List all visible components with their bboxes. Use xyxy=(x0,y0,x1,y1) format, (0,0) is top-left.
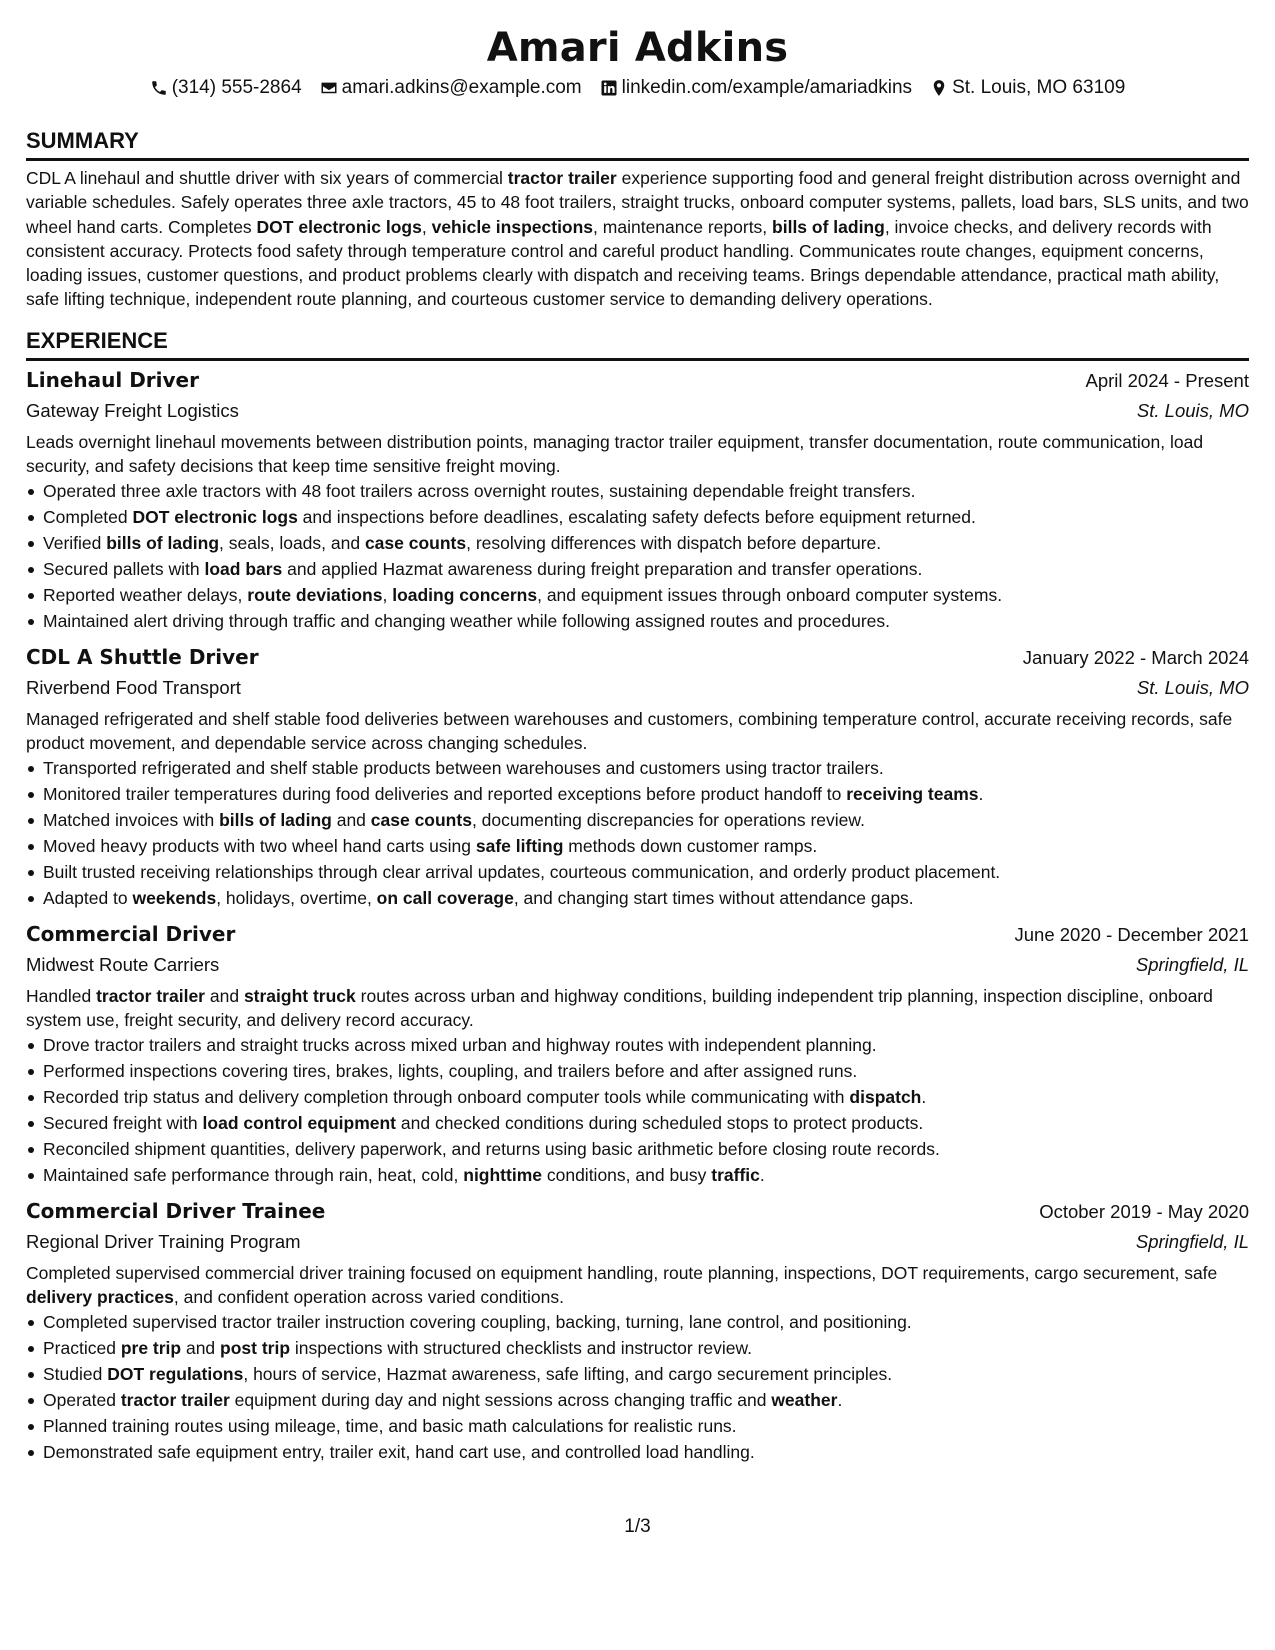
bullet-item: Drove tractor trailers and straight trucks across mixed urban and highway routes with independent planning. xyxy=(26,1032,1249,1058)
resume-page xyxy=(26,22,1249,1465)
email-text: amari.adkins@example.com xyxy=(341,77,582,98)
bullet-item: Secured freight with load control equipment and checked conditions during scheduled stops to protect products. xyxy=(26,1110,1249,1136)
summary-text: CDL A linehaul and shuttle driver with six years of commercial tractor trailer experience supporting food and general freight distribution across overnight and variable schedules. Safely operates three axle tractors, 45 to 48 foot trailers, straight trucks, onboard computer systems, pallets, load bars, SLS units, and two wheel hand carts. Completes DOT electronic logs, vehicle inspections, maintenance reports, bills of lading, invoice checks, and delivery records with consistent accuracy. Protects food safety through temperature control and careful product handling. Communicates route changes, equipment concerns, loading issues, customer questions, and product problems clearly with dispatch and receiving teams. Brings dependable attendance, practical math ability, safe lifting technique, independent route planning, and courteous customer service to demanding delivery operations. xyxy=(26,168,1249,310)
linkedin-icon xyxy=(600,79,618,97)
contact-email[interactable] xyxy=(320,74,582,102)
bullet-item: Practiced pre trip and post trip inspections with structured checklists and instructor review. xyxy=(26,1335,1249,1361)
bullet-item: Reconciled shipment quantities, delivery paperwork, and returns using basic arithmetic before closing route records. xyxy=(26,1136,1249,1162)
map-pin-icon xyxy=(930,79,948,97)
job-location: Springfield, IL xyxy=(1135,953,1249,975)
job-location: St. Louis, MO xyxy=(1136,676,1249,698)
job-bullets xyxy=(26,1309,1249,1465)
bullet-item: Verified bills of lading, seals, loads, and case counts, resolving differences with dispatch before departure. xyxy=(26,530,1249,556)
job-location: St. Louis, MO xyxy=(1136,399,1249,421)
job-bullets xyxy=(26,1032,1249,1188)
job-entry xyxy=(26,642,1249,911)
bullet-item: Recorded trip status and delivery completion through onboard computer tools while communicating with dispatch. xyxy=(26,1084,1249,1110)
job-title: Commercial Driver xyxy=(26,921,236,946)
job-location: Springfield, IL xyxy=(1135,1230,1249,1252)
summary-heading: SUMMARY xyxy=(26,126,1249,161)
bullet-item: Maintained alert driving through traffic and changing weather while following assigned routes and procedures. xyxy=(26,608,1249,634)
job-dates: June 2020 - December 2021 xyxy=(1014,923,1249,945)
job-dates: January 2022 - March 2024 xyxy=(1022,646,1249,668)
bullet-item: Completed DOT electronic logs and inspections before deadlines, escalating safety defects before equipment returned. xyxy=(26,504,1249,530)
bullet-item: Monitored trailer temperatures during food deliveries and reported exceptions before product handoff to receiving teams. xyxy=(26,781,1249,807)
bullet-item: Performed inspections covering tires, brakes, lights, coupling, and trailers before and after assigned runs. xyxy=(26,1058,1249,1084)
phone-icon xyxy=(150,79,168,97)
job-entry xyxy=(26,919,1249,1188)
job-title: Commercial Driver Trainee xyxy=(26,1198,326,1223)
job-company: Midwest Route Carriers xyxy=(26,953,220,975)
job-entry xyxy=(26,1196,1249,1465)
contact-location xyxy=(930,74,1125,102)
bullet-item: Operated tractor trailer equipment during day and night sessions across changing traffic and weather. xyxy=(26,1387,1249,1413)
experience-section xyxy=(26,326,1249,1465)
bullet-item: Maintained safe performance through rain, heat, cold, nighttime conditions, and busy traffic. xyxy=(26,1162,1249,1188)
job-description: Leads overnight linehaul movements between distribution points, managing tractor trailer equipment, transfer documentation, route communication, load security, and safety decisions that keep time sensitive freight moving. xyxy=(26,431,1204,476)
bullet-item: Operated three axle tractors with 48 foot trailers across overnight routes, sustaining dependable freight transfers. xyxy=(26,478,1249,504)
summary-section xyxy=(26,126,1249,312)
phone-text: (314) 555-2864 xyxy=(171,77,302,98)
bullet-item: Transported refrigerated and shelf stable products between warehouses and customers using tractor trailers. xyxy=(26,755,1249,781)
bullet-item: Built trusted receiving relationships through clear arrival updates, courteous communication, and orderly product placement. xyxy=(26,859,1249,885)
location-text: St. Louis, MO 63109 xyxy=(952,77,1126,98)
job-company: Riverbend Food Transport xyxy=(26,676,241,698)
job-dates: October 2019 - May 2020 xyxy=(1039,1200,1249,1222)
bullet-item: Adapted to weekends, holidays, overtime, on call coverage, and changing start times without attendance gaps. xyxy=(26,885,1249,911)
page-number: 1/3 xyxy=(624,1516,651,1537)
experience-heading: EXPERIENCE xyxy=(26,326,1249,361)
job-dates: April 2024 - Present xyxy=(1085,369,1249,391)
bullet-item: Completed supervised tractor trailer instruction covering coupling, backing, turning, lane control, and positioning. xyxy=(26,1309,1249,1335)
job-company: Gateway Freight Logistics xyxy=(26,399,239,421)
bullet-item: Secured pallets with load bars and applied Hazmat awareness during freight preparation and transfer operations. xyxy=(26,556,1249,582)
bullet-item: Planned training routes using mileage, time, and basic math calculations for realistic runs. xyxy=(26,1413,1249,1439)
candidate-name: Amari Adkins xyxy=(486,25,789,71)
job-title: CDL A Shuttle Driver xyxy=(26,644,259,669)
job-description: Managed refrigerated and shelf stable food deliveries between warehouses and customers, combining temperature control, accurate receiving records, safe product movement, and dependable service across changing schedules. xyxy=(26,708,1233,753)
job-company: Regional Driver Training Program xyxy=(26,1230,301,1252)
job-bullets xyxy=(26,478,1249,634)
job-title: Linehaul Driver xyxy=(26,367,199,392)
job-description: Completed supervised commercial driver training focused on equipment handling, route planning, inspections, DOT requirements, cargo securement, safe delivery practices, and confident operation across varied conditions. xyxy=(26,1262,1218,1307)
bullet-item: Studied DOT regulations, hours of service, Hazmat awareness, safe lifting, and cargo securement principles. xyxy=(26,1361,1249,1387)
contact-linkedin[interactable] xyxy=(600,74,912,102)
contact-phone[interactable] xyxy=(150,74,302,102)
job-description: Handled tractor trailer and straight truck routes across urban and highway conditions, building independent trip planning, inspection discipline, onboard system use, freight security, and delivery record accuracy. xyxy=(26,985,1213,1030)
job-bullets xyxy=(26,755,1249,911)
envelope-icon xyxy=(320,79,338,97)
contact-bar xyxy=(26,74,1249,102)
bullet-item: Moved heavy products with two wheel hand carts using safe lifting methods down customer ramps. xyxy=(26,833,1249,859)
job-entry xyxy=(26,365,1249,634)
bullet-item: Reported weather delays, route deviations, loading concerns, and equipment issues through onboard computer systems. xyxy=(26,582,1249,608)
bullet-item: Demonstrated safe equipment entry, trailer exit, hand cart use, and controlled load handling. xyxy=(26,1439,1249,1465)
linkedin-text: linkedin.com/example/amariadkins xyxy=(621,77,913,98)
bullet-item: Matched invoices with bills of lading and case counts, documenting discrepancies for operations review. xyxy=(26,807,1249,833)
